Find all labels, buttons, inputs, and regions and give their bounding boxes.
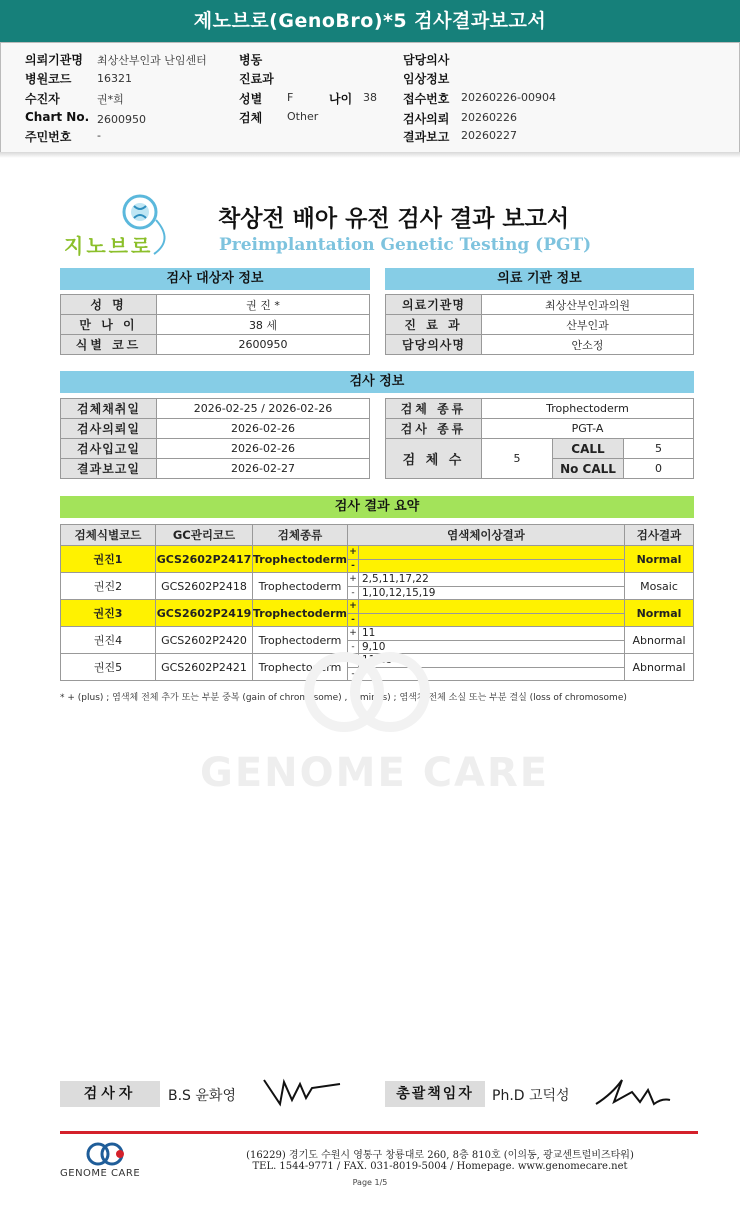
value-chart-no: 2600950 [97, 113, 146, 126]
subject-id-label: 식별 코드 [61, 335, 157, 355]
minus-sign: - [348, 668, 359, 681]
value-age: 38 [363, 91, 377, 104]
test-result: Mosaic [625, 573, 694, 600]
watermark-text: GENOME CARE [200, 750, 550, 796]
table-row [61, 600, 694, 627]
subject-info-heading: 검사 대상자 정보 [60, 268, 370, 290]
chromosome-result [348, 573, 625, 600]
genome-care-logo-text: GENOME CARE [60, 1168, 141, 1179]
institution-doctor-value: 안소정 [482, 335, 694, 355]
examiner-signature-icon [262, 1074, 342, 1108]
table-row [61, 546, 694, 573]
specimen-type: Trophectoderm [253, 600, 348, 627]
minus-value: 9,10 [362, 640, 386, 653]
plus-value: 11 [362, 627, 376, 639]
col-chromosome-result: 염색체이상결과 [348, 525, 625, 546]
chromosome-result [348, 600, 625, 627]
plus-value: 11,18 [362, 654, 393, 666]
call-value: 5 [624, 439, 694, 459]
report-title-korean: 착상전 배아 유전 검사 결과 보고서 [218, 206, 570, 232]
specimen-id: 권진4 [61, 627, 156, 654]
genome-care-logo-icon [84, 1142, 126, 1168]
gc-code: GCS2602P2419 [156, 600, 253, 627]
label-ward: 병동 [239, 53, 263, 67]
specimen-type-value: Trophectoderm [482, 399, 694, 419]
label-doctor: 담당의사 [403, 53, 450, 67]
minus-sign: - [348, 614, 359, 627]
value-receipt-no: 20260226-00904 [461, 91, 556, 104]
subject-age-value: 38 세 [157, 315, 370, 335]
minus-value [359, 560, 624, 573]
test-result: Abnormal [625, 654, 694, 681]
table-row [61, 335, 370, 355]
institution-name-value: 최상산부인과의원 [482, 295, 694, 315]
collection-date-value: 2026-02-25 / 2026-02-26 [157, 399, 370, 419]
specimen-id: 권진1 [61, 546, 156, 573]
specimen-type: Trophectoderm [253, 654, 348, 681]
table-row [386, 335, 694, 355]
footer-divider [60, 1131, 698, 1134]
request-date-label: 검사의뢰일 [61, 419, 157, 439]
value-report-date: 20260227 [461, 129, 517, 142]
table-row [61, 295, 370, 315]
table-row [386, 439, 694, 459]
collection-date-label: 검체채취일 [61, 399, 157, 419]
gc-code: GCS2602P2418 [156, 573, 253, 600]
plus-value [359, 546, 624, 559]
page-number: Page 1/5 [352, 1178, 388, 1187]
gc-code: GCS2602P2421 [156, 654, 253, 681]
gc-code: GCS2602P2417 [156, 546, 253, 573]
specimen-id: 권진2 [61, 573, 156, 600]
value-institution: 최상산부인과 난임센터 [97, 54, 207, 67]
label-receipt-no: 접수번호 [403, 92, 450, 106]
label-specimen: 검체 [239, 111, 263, 125]
examiner-label: 검사자 [60, 1081, 160, 1107]
value-hospital-code: 16321 [97, 72, 132, 85]
table-row [61, 459, 370, 479]
test-result: Normal [625, 546, 694, 573]
plus-sign: + [348, 546, 359, 559]
value-specimen: Other [287, 110, 319, 123]
test-info-heading: 검사 정보 [60, 371, 694, 393]
table-row [61, 439, 370, 459]
director-name: Ph.D 고덕성 [492, 1088, 570, 1104]
specimen-type: Trophectoderm [253, 627, 348, 654]
patient-header-box [0, 42, 740, 154]
table-row [386, 419, 694, 439]
col-gc-code: GC관리코드 [156, 525, 253, 546]
minus-sign: - [348, 560, 359, 573]
label-report-date: 결과보고 [403, 130, 450, 144]
plus-sign: + [348, 573, 359, 586]
report-title-english: Preimplantation Genetic Testing (PGT) [219, 235, 592, 255]
specimen-type: Trophectoderm [253, 546, 348, 573]
plus-sign: + [348, 600, 359, 613]
specimen-type-label: 검체 종류 [386, 399, 482, 419]
label-request-date: 검사의뢰 [403, 112, 450, 126]
label-sex: 성별 [239, 92, 263, 106]
value-sex: F [287, 91, 294, 104]
table-row [61, 627, 694, 654]
specimen-id: 권진3 [61, 600, 156, 627]
table-row [386, 295, 694, 315]
logo-wordmark: 지노브로 [64, 234, 154, 258]
director-signature-icon [592, 1074, 672, 1110]
subject-id-value: 2600950 [157, 335, 370, 355]
watermark-ring-icon [350, 652, 430, 732]
label-clinical-info: 임상정보 [403, 72, 450, 86]
label-age: 나이 [329, 92, 353, 106]
value-resident-no: - [97, 129, 101, 142]
plus-sign: + [348, 654, 359, 667]
minus-sign: - [348, 587, 359, 600]
summary-heading: 검사 결과 요약 [60, 496, 694, 518]
table-header-row [61, 525, 694, 546]
label-resident-no: 주민번호 [25, 130, 72, 144]
label-hospital-code: 병원코드 [25, 72, 72, 86]
label-institution: 의뢰기관명 [25, 53, 83, 67]
test-result: Normal [625, 600, 694, 627]
table-row [386, 399, 694, 419]
label-patient: 수진자 [25, 92, 60, 106]
label-chart-no: Chart No. [25, 110, 90, 124]
label-department: 진료과 [239, 72, 274, 86]
table-row [61, 399, 370, 419]
header-shadow [0, 152, 740, 158]
footer-address: (16229) 경기도 수원시 영통구 창룡대로 260, 8층 810호 (이의동, 광교센트럴비즈타워) [246, 1150, 634, 1161]
value-request-date: 20260226 [461, 111, 517, 124]
minus-value [359, 614, 624, 627]
chromosome-result [348, 546, 625, 573]
subject-age-label: 만 나 이 [61, 315, 157, 335]
received-date-label: 검사입고일 [61, 439, 157, 459]
test-type-label: 검사 종류 [386, 419, 482, 439]
examiner-name: B.S 윤화영 [168, 1088, 236, 1104]
report-banner-title: 제노브로(GenoBro)*5 검사결과보고서 [0, 0, 740, 42]
institution-info-heading: 의료 기관 정보 [385, 268, 694, 290]
specimen-count-label: 검 체 수 [386, 439, 482, 479]
subject-info-table [60, 294, 370, 355]
plus-value [359, 600, 624, 613]
plus-value: 2,5,11,17,22 [362, 573, 429, 585]
table-row [61, 315, 370, 335]
received-date-value: 2026-02-26 [157, 439, 370, 459]
col-specimen-type: 검체종류 [253, 525, 348, 546]
test-type-value: PGT-A [482, 419, 694, 439]
specimen-type: Trophectoderm [253, 573, 348, 600]
specimen-count-value: 5 [482, 439, 553, 479]
nocall-label: No CALL [553, 459, 624, 479]
table-row [61, 419, 370, 439]
director-label: 총괄책임자 [385, 1081, 485, 1107]
institution-info-table [385, 294, 694, 355]
nocall-value: 0 [624, 459, 694, 479]
specimen-id: 권진5 [61, 654, 156, 681]
test-result: Abnormal [625, 627, 694, 654]
subject-name-value: 권 진 * [157, 295, 370, 315]
subject-name-label: 성 명 [61, 295, 157, 315]
test-dates-table [60, 398, 370, 479]
value-patient: 권*희 [97, 93, 124, 106]
summary-footnote: * + (plus) ; 염색체 전체 추가 또는 부분 중복 (gain of chromosome) , - (minus) ; 염색체 전체 소실 또는 부분 결실 (loss of chromosome) [60, 693, 627, 703]
footer-contact: TEL. 1544-9771 / FAX. 031-8019-5004 / Homepage. www.genomecare.net [252, 1161, 628, 1172]
report-date-value: 2026-02-27 [157, 459, 370, 479]
institution-name-label: 의료기관명 [386, 295, 482, 315]
table-row [61, 573, 694, 600]
institution-dept-value: 산부인과 [482, 315, 694, 335]
call-label: CALL [553, 439, 624, 459]
institution-dept-label: 진 료 과 [386, 315, 482, 335]
gc-code: GCS2602P2420 [156, 627, 253, 654]
institution-doctor-label: 담당의사명 [386, 335, 482, 355]
chromosome-result [348, 627, 625, 654]
col-test-result: 검사결과 [625, 525, 694, 546]
plus-sign: + [348, 627, 359, 640]
minus-sign: - [348, 641, 359, 654]
test-specimen-table [385, 398, 694, 479]
col-specimen-id: 검체식별코드 [61, 525, 156, 546]
request-date-value: 2026-02-26 [157, 419, 370, 439]
minus-value: 1,10,12,15,19 [362, 586, 436, 599]
report-date-label: 결과보고일 [61, 459, 157, 479]
table-row [386, 315, 694, 335]
